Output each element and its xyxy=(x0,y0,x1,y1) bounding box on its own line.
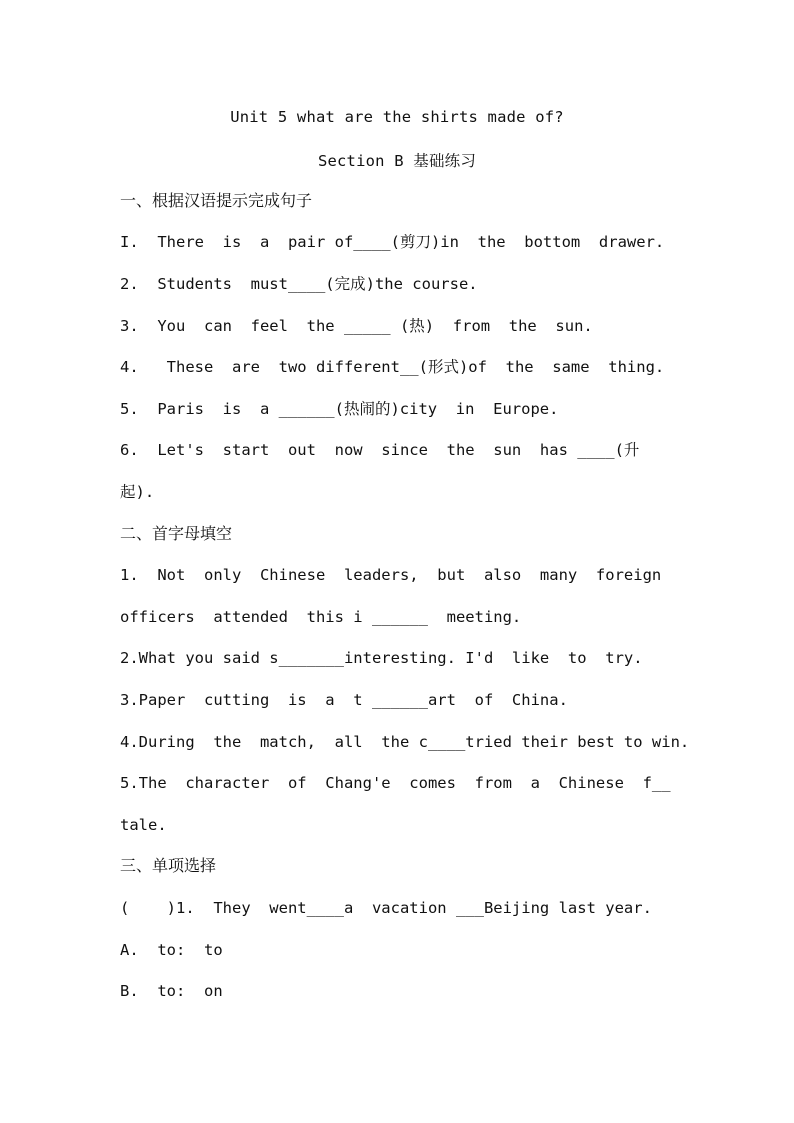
page-subtitle: Section B 基础练习 xyxy=(317,152,477,170)
exercise-line: 2.What you said s_______interesting. I'd like to try. xyxy=(120,649,643,667)
exercise-line: 6. Let's start out now since the sun has ____(升 xyxy=(120,441,640,459)
exercise-line: I. There is a pair of____(剪刀)in the bottom drawer. xyxy=(120,233,665,251)
exercise-line: officers attended this i ______ meeting. xyxy=(120,608,522,626)
exercise-line: 3.Paper cutting is a t ______art of China. xyxy=(120,691,568,709)
exercise-line: 起). xyxy=(120,483,155,501)
exercise-line: tale. xyxy=(120,816,167,834)
exercise-line: 4. These are two different__(形式)of the same thing. xyxy=(120,358,665,376)
exercise-line: 5. Paris is a ______(热闹的)city in Europe. xyxy=(120,400,559,418)
section-heading-initial-letter: 二、首字母填空 xyxy=(120,524,233,543)
section-heading-translation: 一、根据汉语提示完成句子 xyxy=(120,191,313,210)
exercise-line: 1. Not only Chinese leaders, but also many foreign xyxy=(120,566,662,584)
exercise-line: ( )1. They went____a vacation ___Beijing last year. xyxy=(120,899,652,917)
exercise-line: 3. You can feel the _____ (热) from the sun. xyxy=(120,317,593,335)
section-heading-multiple-choice: 三、单项选择 xyxy=(120,856,217,875)
exercise-line: 2. Students must____(完成)the course. xyxy=(120,275,478,293)
page-title: Unit 5 what are the shirts made of? xyxy=(230,108,564,126)
exercise-line: 5.The character of Chang'e comes from a Chinese f__ xyxy=(120,774,671,792)
exercise-line: 4.During the match, all the c____tried their best to win. xyxy=(120,733,690,751)
choice-option-b: B. to: on xyxy=(120,982,223,1000)
choice-option-a: A. to: to xyxy=(120,941,223,959)
